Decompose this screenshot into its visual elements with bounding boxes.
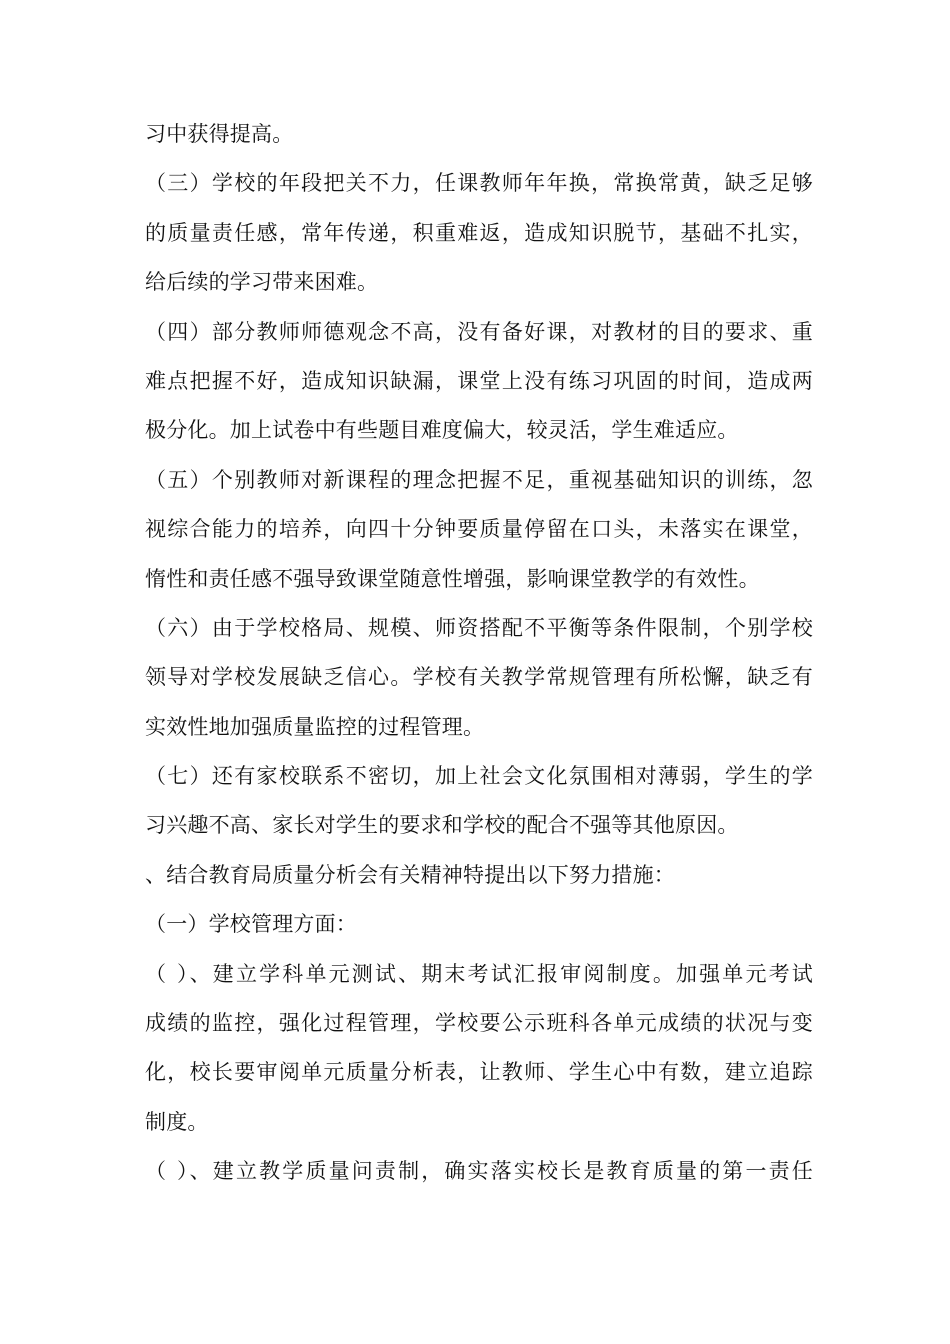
text-line: 给后续的学习带来困难。: [145, 270, 379, 295]
body-text: [145, 110, 813, 1197]
text-line: 习兴趣不高、家长对学生的要求和学校的配合不强等其他原因。: [145, 813, 739, 838]
subsection-heading: （一）学校管理方面：: [145, 912, 357, 937]
text-line: 视综合能力的培养，向四十分钟要质量停留在口头，未落实在课堂，: [145, 517, 813, 542]
text-line: 习中获得提高。: [145, 122, 294, 146]
text-line: 成绩的监控，强化过程管理，学校要公示班科各单元成绩的状况与变: [145, 1011, 813, 1036]
text-line: 惰性和责任感不强导致课堂随意性增强，影响课堂教学的有效性。: [145, 566, 760, 591]
section-heading: 、结合教育局质量分析会有关精神特提出以下努力措施：: [145, 862, 675, 887]
text-line: （三）学校的年段把关不力，任课教师年年换，常换常黄，缺乏足够: [145, 171, 813, 196]
text-line: 难点把握不好，造成知识缺漏，课堂上没有练习巩固的时间，造成两: [145, 368, 813, 393]
text-line: （四）部分教师师德观念不高，没有备好课，对教材的目的要求、重: [145, 319, 813, 344]
text-line: （六）由于学校格局、规模、师资搭配不平衡等条件限制，个别学校: [145, 615, 813, 640]
text-line: 领导对学校发展缺乏信心。学校有关教学常规管理有所松懈，缺乏有: [145, 665, 813, 690]
text-line: （五）个别教师对新课程的理念把握不足，重视基础知识的训练，忽: [145, 467, 813, 492]
text-line: 实效性地加强质量监控的过程管理。: [145, 714, 485, 739]
text-line: 制度。: [145, 1109, 209, 1134]
text-line: 极分化。加上试卷中有些题目难度偏大，较灵活，学生难适应。: [145, 418, 739, 443]
text-line: 化，校长要审阅单元质量分析表，让教师、学生心中有数，建立追踪: [145, 1060, 813, 1085]
text-line: （ ）、建立学科单元测试、期末考试汇报审阅制度。加强单元考试: [145, 961, 813, 986]
text-line: （ ）、建立教学质量问责制，确实落实校长是教育质量的第一责任: [145, 1159, 813, 1184]
text-line: （七）还有家校联系不密切，加上社会文化氛围相对薄弱，学生的学: [145, 764, 813, 789]
text-line: 的质量责任感，常年传递，积重难返，造成知识脱节，基础不扎实，: [145, 220, 813, 245]
